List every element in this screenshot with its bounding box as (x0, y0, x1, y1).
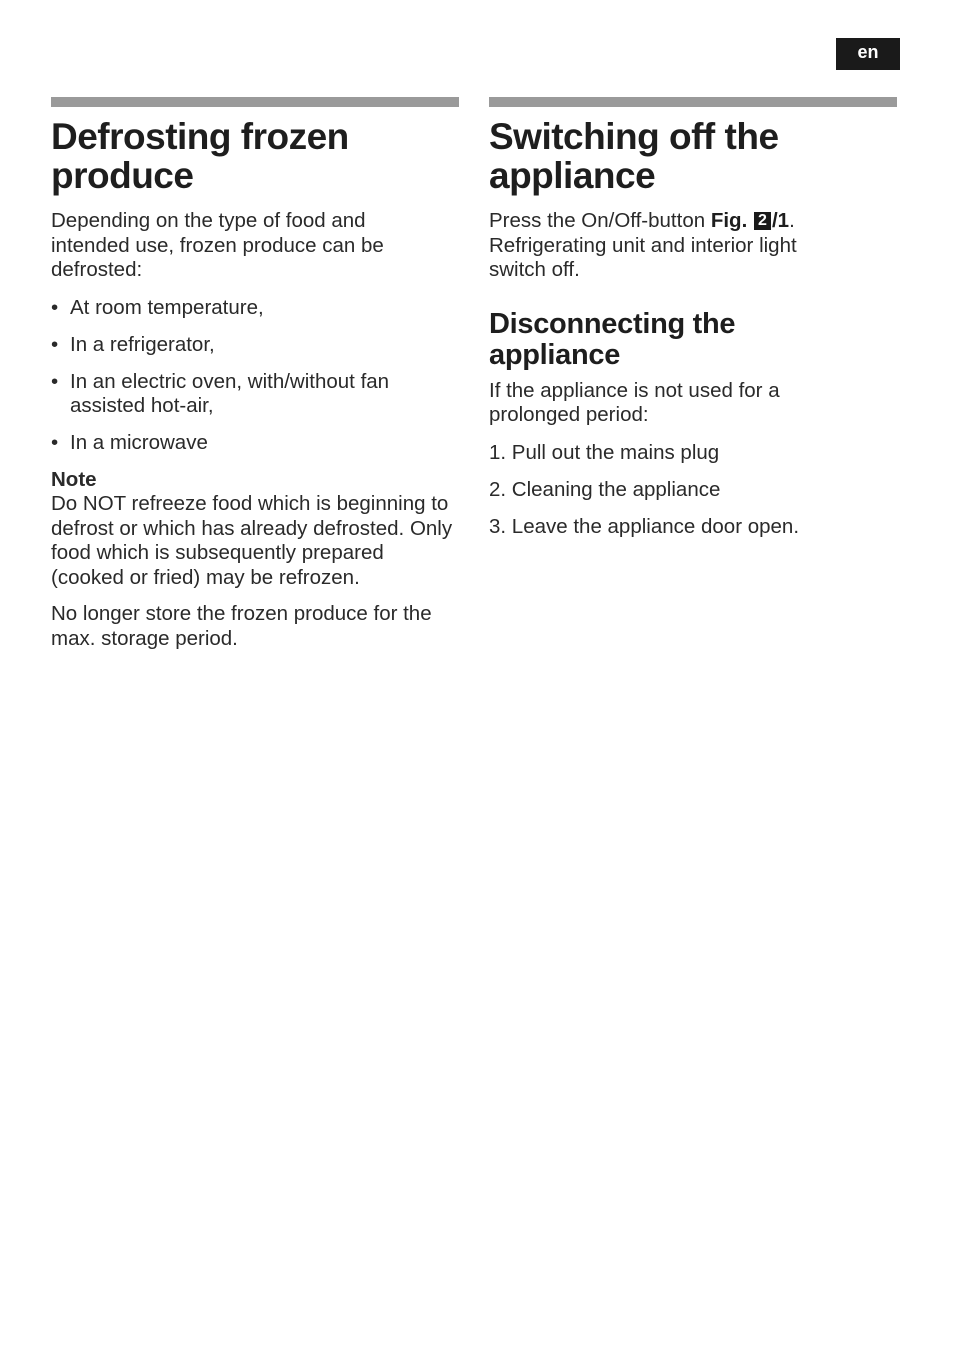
section-divider (489, 97, 897, 107)
switching-off-section (489, 97, 899, 552)
list-item: 3. Leave the appliance door open. (489, 514, 800, 538)
switch-off-instructions: Press the On/Off-button Fig. 2 /1. Refrigerating unit and interior light switch off. (489, 209, 797, 281)
list-item: 1. Pull out the mains plug (489, 440, 720, 464)
section-divider (51, 97, 459, 107)
note-label: Note (51, 468, 97, 491)
disconnecting-heading-line1: Disconnecting the (489, 307, 736, 340)
list-item: • At room temperature, (51, 295, 264, 319)
list-item: 2. Cleaning the appliance (489, 477, 721, 501)
defrosting-methods-list (51, 296, 461, 456)
language-badge: en (836, 38, 900, 70)
disconnecting-heading (489, 309, 899, 371)
figure-reference: Fig. 2 /1 (710, 209, 790, 232)
note-text: Do NOT refreeze food which is beginning to defrost or which has already defrosted. Only food which is subsequently prepared (cooked or fried) may be refrozen. (51, 492, 453, 589)
disconnecting-heading-line2: appliance (489, 338, 621, 371)
storage-text: No longer store the frozen produce for the max. storage period. (51, 602, 432, 650)
disconnect-steps-list (489, 441, 899, 540)
switching-off-heading-line2: appliance (489, 155, 656, 196)
list-item: • In an electric oven, with/without fan assisted hot-air, (51, 369, 390, 417)
defrosting-heading (51, 117, 461, 195)
defrosting-heading-line1: Defrosting frozen (51, 116, 349, 157)
defrosting-heading-line2: produce (51, 155, 194, 196)
defrosting-section (51, 97, 461, 651)
figure-number-box: 2 (754, 212, 771, 230)
list-item: • In a refrigerator, (51, 332, 215, 356)
switching-off-heading-line1: Switching off the (489, 116, 779, 157)
switching-off-heading (489, 117, 899, 195)
defrosting-intro: Depending on the type of food and intended use, frozen produce can be defrosted: (51, 209, 384, 281)
disconnect-intro: If the appliance is not used for a prolonged period: (489, 378, 780, 426)
list-item: • In a microwave (51, 431, 208, 454)
